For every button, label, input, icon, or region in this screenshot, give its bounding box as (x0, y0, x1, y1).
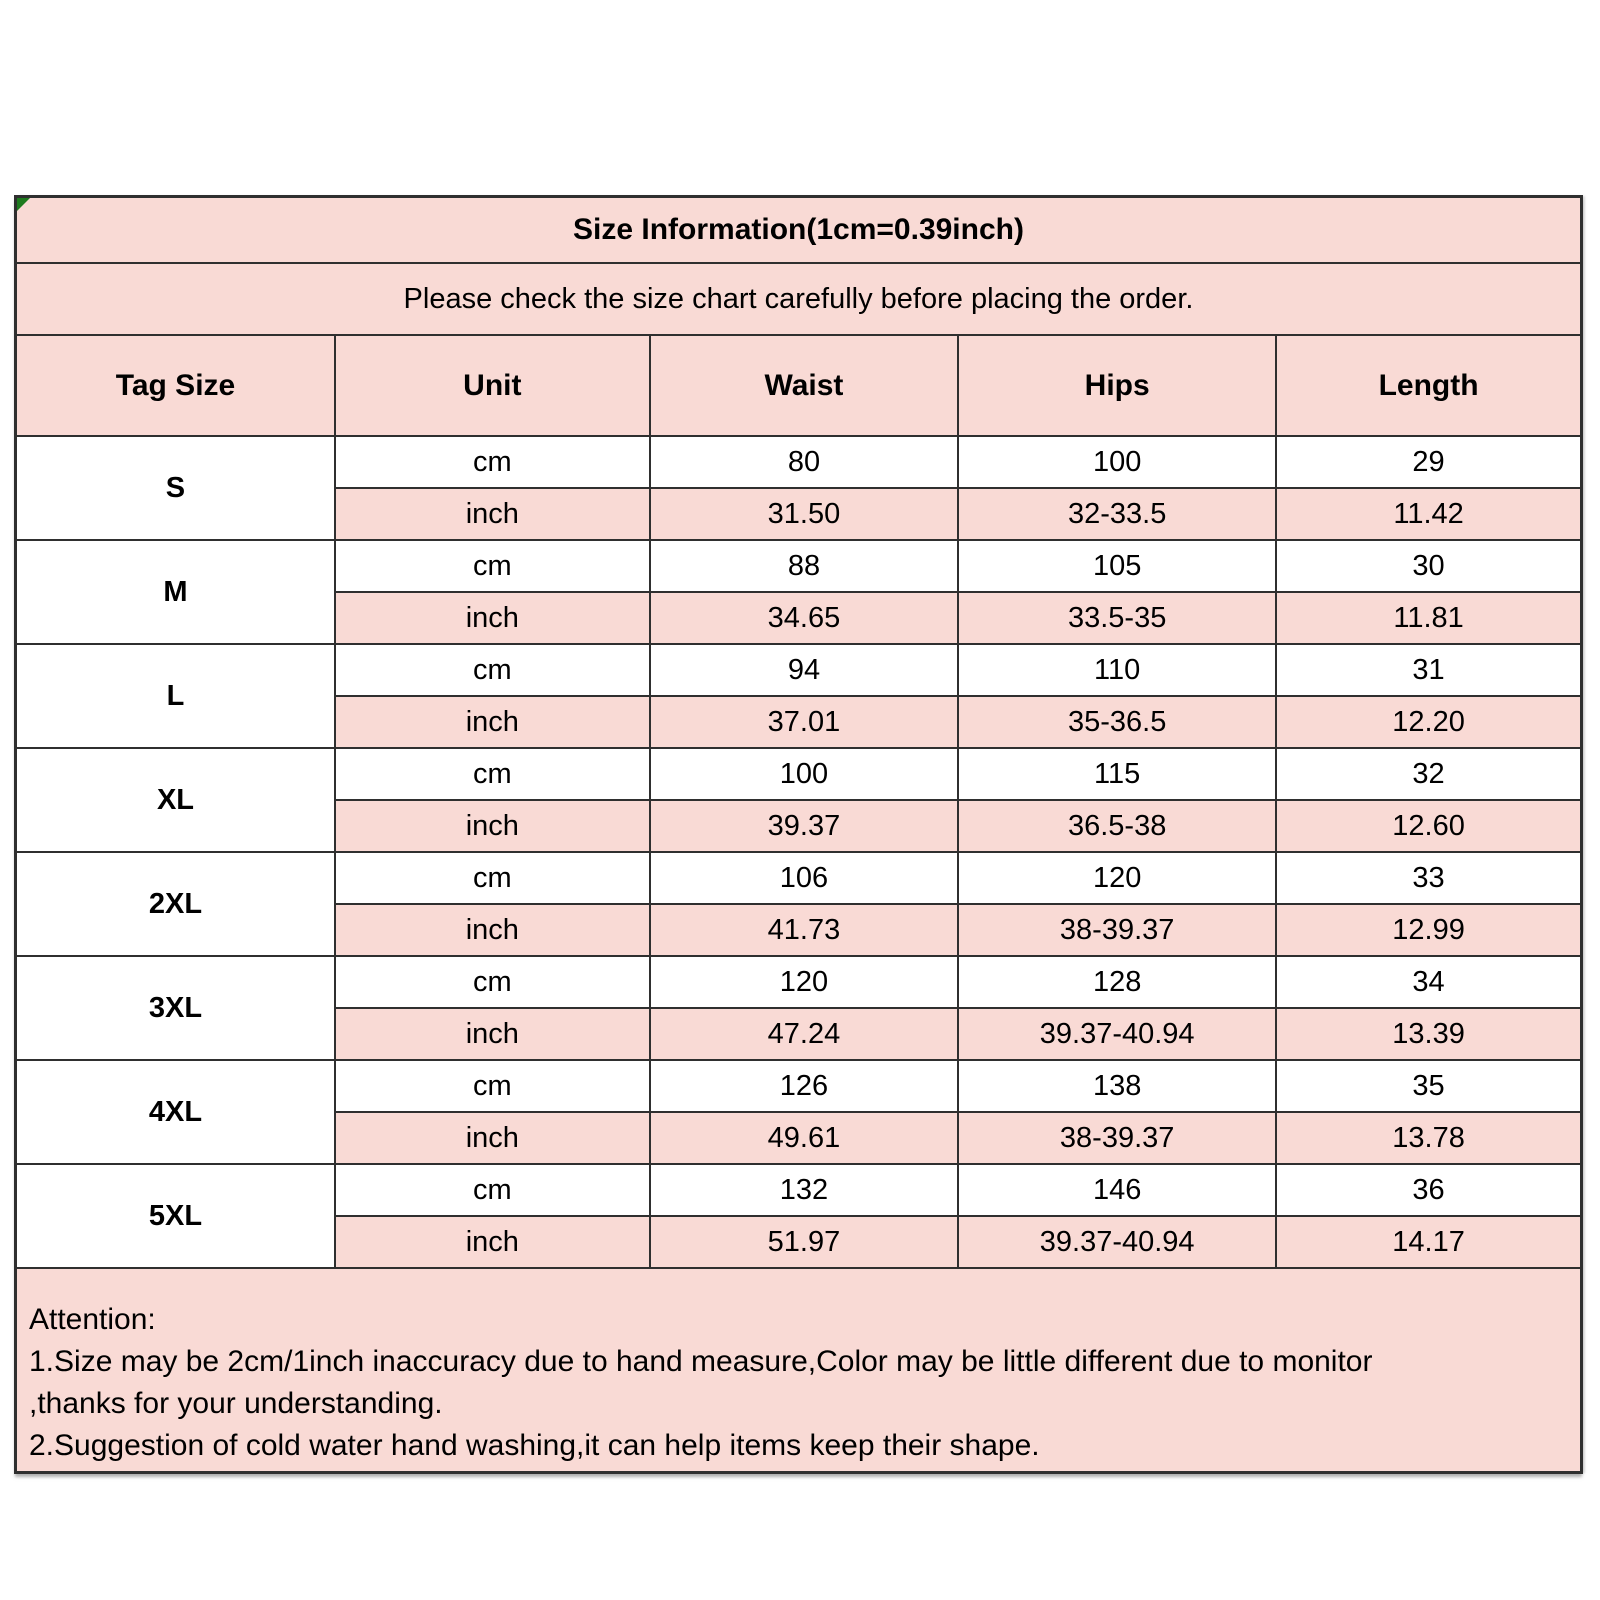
subtitle-row (16, 263, 1582, 335)
value-cell-cm-hips: 115 (958, 748, 1276, 800)
attention-line-1: 1.Size may be 2cm/1inch inaccuracy due to hand measure,Color may be little different due to monitor (29, 1345, 1373, 1378)
column-header-hips: Hips (958, 335, 1276, 436)
value-cell-cm-waist: 126 (650, 1060, 959, 1112)
page-subtitle: Please check the size chart carefully before placing the order. (16, 263, 1582, 335)
column-header-tag-size: Tag Size (16, 335, 335, 436)
unit-cell-inch: inch (335, 592, 650, 644)
value-cell-cm-waist: 132 (650, 1164, 959, 1216)
value-cell-inch-waist: 31.50 (650, 488, 959, 540)
value-cell-cm-waist: 106 (650, 852, 959, 904)
value-cell-cm-waist: 100 (650, 748, 959, 800)
value-cell-cm-waist: 120 (650, 956, 959, 1008)
value-cell-cm-hips: 105 (958, 540, 1276, 592)
value-cell-inch-waist: 39.37 (650, 800, 959, 852)
value-cell-inch-hips: 32-33.5 (958, 488, 1276, 540)
value-cell-cm-waist: 94 (650, 644, 959, 696)
value-cell-inch-length: 12.60 (1276, 800, 1581, 852)
value-cell-inch-waist: 51.97 (650, 1216, 959, 1268)
column-header-waist: Waist (650, 335, 959, 436)
value-cell-cm-length: 33 (1276, 852, 1581, 904)
value-cell-inch-length: 11.42 (1276, 488, 1581, 540)
size-row-xl-cm (16, 748, 1582, 800)
size-chart-sheet (14, 195, 1583, 1474)
value-cell-cm-waist: 80 (650, 436, 959, 488)
tag-size-cell: 3XL (16, 956, 335, 1060)
tag-size-cell: 2XL (16, 852, 335, 956)
value-cell-inch-length: 13.78 (1276, 1112, 1581, 1164)
value-cell-inch-waist: 49.61 (650, 1112, 959, 1164)
value-cell-cm-waist: 88 (650, 540, 959, 592)
value-cell-cm-hips: 100 (958, 436, 1276, 488)
tag-size-cell: 4XL (16, 1060, 335, 1164)
tag-size-cell: M (16, 540, 335, 644)
size-row-5xl-cm (16, 1164, 1582, 1216)
value-cell-inch-length: 14.17 (1276, 1216, 1581, 1268)
value-cell-inch-waist: 34.65 (650, 592, 959, 644)
size-row-3xl-cm (16, 956, 1582, 1008)
column-header-unit: Unit (335, 335, 650, 436)
unit-cell-inch: inch (335, 488, 650, 540)
value-cell-cm-hips: 128 (958, 956, 1276, 1008)
unit-cell-cm: cm (335, 1164, 650, 1216)
value-cell-inch-length: 12.99 (1276, 904, 1581, 956)
tag-size-cell: XL (16, 748, 335, 852)
unit-cell-cm: cm (335, 644, 650, 696)
value-cell-inch-hips: 38-39.37 (958, 904, 1276, 956)
tag-size-cell: 5XL (16, 1164, 335, 1268)
unit-cell-cm: cm (335, 852, 650, 904)
unit-cell-inch: inch (335, 1008, 650, 1060)
value-cell-inch-hips: 35-36.5 (958, 696, 1276, 748)
tag-size-cell: S (16, 436, 335, 540)
value-cell-cm-length: 35 (1276, 1060, 1581, 1112)
size-row-s-cm (16, 436, 1582, 488)
attention-block (16, 1268, 1582, 1473)
page-title: Size Information(1cm=0.39inch) (16, 197, 1582, 264)
size-row-4xl-cm (16, 1060, 1582, 1112)
value-cell-inch-waist: 47.24 (650, 1008, 959, 1060)
attention-line-2: ,thanks for your understanding. (29, 1387, 443, 1420)
size-row-m-cm (16, 540, 1582, 592)
value-cell-inch-waist: 37.01 (650, 696, 959, 748)
size-row-l-cm (16, 644, 1582, 696)
header-row (16, 335, 1582, 436)
size-row-2xl-cm (16, 852, 1582, 904)
unit-cell-inch: inch (335, 800, 650, 852)
unit-cell-inch: inch (335, 1112, 650, 1164)
value-cell-inch-hips: 36.5-38 (958, 800, 1276, 852)
value-cell-cm-hips: 146 (958, 1164, 1276, 1216)
value-cell-inch-length: 13.39 (1276, 1008, 1581, 1060)
unit-cell-cm: cm (335, 748, 650, 800)
value-cell-inch-hips: 39.37-40.94 (958, 1216, 1276, 1268)
unit-cell-cm: cm (335, 540, 650, 592)
column-header-length: Length (1276, 335, 1581, 436)
value-cell-cm-hips: 110 (958, 644, 1276, 696)
size-chart-table (14, 195, 1583, 1474)
value-cell-cm-length: 29 (1276, 436, 1581, 488)
attention-heading: Attention: (29, 1303, 156, 1336)
value-cell-cm-length: 30 (1276, 540, 1581, 592)
value-cell-cm-length: 32 (1276, 748, 1581, 800)
unit-cell-cm: cm (335, 1060, 650, 1112)
attention-line-3: 2.Suggestion of cold water hand washing,it can help items keep their shape. (29, 1429, 1040, 1462)
green-corner-marker-icon (17, 198, 30, 211)
unit-cell-inch: inch (335, 696, 650, 748)
value-cell-inch-length: 12.20 (1276, 696, 1581, 748)
value-cell-cm-length: 34 (1276, 956, 1581, 1008)
value-cell-inch-waist: 41.73 (650, 904, 959, 956)
attention-row (16, 1268, 1582, 1473)
size-table-body (16, 197, 1582, 1473)
value-cell-cm-hips: 138 (958, 1060, 1276, 1112)
value-cell-inch-hips: 33.5-35 (958, 592, 1276, 644)
value-cell-cm-length: 36 (1276, 1164, 1581, 1216)
unit-cell-inch: inch (335, 904, 650, 956)
value-cell-inch-hips: 38-39.37 (958, 1112, 1276, 1164)
value-cell-inch-length: 11.81 (1276, 592, 1581, 644)
unit-cell-inch: inch (335, 1216, 650, 1268)
unit-cell-cm: cm (335, 956, 650, 1008)
tag-size-cell: L (16, 644, 335, 748)
value-cell-inch-hips: 39.37-40.94 (958, 1008, 1276, 1060)
value-cell-cm-length: 31 (1276, 644, 1581, 696)
unit-cell-cm: cm (335, 436, 650, 488)
title-row (16, 197, 1582, 264)
value-cell-cm-hips: 120 (958, 852, 1276, 904)
